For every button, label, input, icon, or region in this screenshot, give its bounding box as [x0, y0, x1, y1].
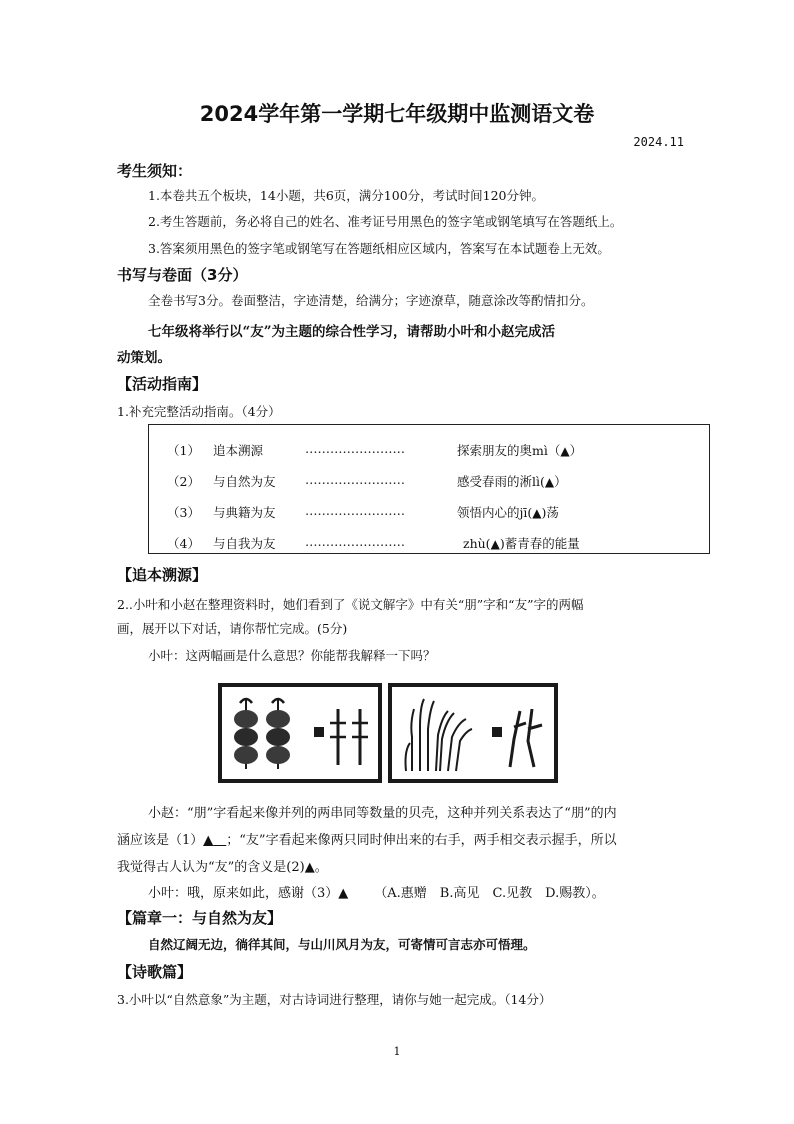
row3-name: 与典籍为友 — [213, 505, 276, 520]
intro-line-2: 动策划。 — [117, 350, 171, 366]
guide-table — [148, 424, 710, 554]
page-title: 2024学年第一学期七年级期中监测语文卷 — [199, 102, 595, 126]
row2-name: 与自然为友 — [213, 474, 276, 489]
origin-question-line-2: 画，展开以下对话，请你帮忙完成。(5分) — [117, 621, 348, 636]
answer-blank-triangle[interactable]: ▲ — [203, 833, 214, 848]
row4-answer: zhù(▲)蓄青春的能量 — [463, 536, 580, 551]
notice-item-3: 3.答案须用黑色的签字笔或钢笔写在答题纸相应区域内，答案写在本试题卷上无效。 — [148, 241, 610, 256]
row4-num: （4） — [167, 536, 200, 551]
xiaoye-question: 小叶：这两幅画是什么意思？你能帮我解释一下吗？ — [148, 648, 436, 663]
xiaozhao-line-3: 我觉得古人认为“友”的含义是(2)▲。 — [117, 860, 328, 875]
guide-heading: 【活动指南】 — [117, 375, 208, 393]
xiaozhao-line-2: 涵应该是（1）▲ ；“友”字看起来像两只同时伸出来的右手，两手相交表示握手，所以 — [117, 833, 617, 848]
row2-answer: 感受春雨的淅lì(▲） — [457, 474, 567, 489]
peng-character-illustration — [218, 683, 382, 783]
intro-line-1: 七年级将举行以“友”为主题的综合性学习，请帮助小叶和小赵完成活 — [148, 324, 556, 340]
shells-icon — [222, 687, 378, 779]
writing-heading: 书写与卷面（3分） — [117, 266, 248, 284]
chapter1-motto: 自然辽阔无边，徜徉其间，与山川风月为友，可寄情可言志亦可悟理。 — [148, 937, 536, 952]
row2-num: （2） — [167, 474, 200, 489]
answer-blank-triangle[interactable]: ▲ — [544, 475, 555, 489]
row4-dots: …………………… — [305, 534, 405, 549]
hands-icon — [392, 687, 554, 779]
answer-blank-triangle[interactable]: ▲ — [532, 506, 542, 520]
row1-num: （1） — [167, 443, 200, 458]
row1-dots: …………………… — [305, 441, 405, 456]
row3-dots: …………………… — [305, 503, 405, 518]
row4-name: 与自我为友 — [213, 536, 276, 551]
origin-heading: 【追本溯源】 — [117, 566, 208, 584]
notice-item-1: 1.本卷共五个板块，14小题，共6页，满分100分，考试时间120分钟。 — [148, 188, 545, 203]
answer-blank-triangle[interactable]: ▲ — [560, 444, 570, 458]
answer-blank-triangle[interactable]: ▲ — [338, 886, 349, 901]
notice-heading: 考生须知： — [117, 162, 193, 180]
xiaoye-reply: 小叶：哦，原来如此，感谢（3）▲ （A.惠赠 B.高见 C.见教 D.赐教）。 — [148, 886, 605, 901]
page-number: 1 — [393, 1045, 401, 1058]
row3-num: （3） — [167, 505, 200, 520]
row1-name: 追本溯源 — [213, 443, 264, 458]
poetry-heading: 【诗歌篇】 — [117, 963, 193, 981]
notice-item-2: 2.考生答题前，务必将自己的姓名、准考证号用黑色的签字笔或钢笔填写在答题纸上。 — [148, 214, 623, 229]
exam-date: 2024.11 — [633, 135, 684, 149]
origin-question-line-1: 2..小叶和小赵在整理资料时，她们看到了《说文解字》中有关“朋”字和“友”字的两幅 — [117, 597, 584, 612]
guide-question: 1.补充完整活动指南。（4分） — [117, 404, 281, 419]
chapter1-heading: 【篇章一：与自然为友】 — [117, 909, 283, 927]
writing-text: 全卷书写3分。卷面整洁，字迹清楚，给满分；字迹潦草，随意涂改等酌情扣分。 — [148, 293, 594, 308]
row2-dots: …………………… — [305, 472, 405, 487]
row3-answer: 领悟内心的jī(▲)荡 — [457, 505, 559, 520]
xiaozhao-line-1: 小赵：“朋”字看起来像并列的两串同等数量的贝壳，这种并列关系表达了“朋”的内 — [148, 806, 617, 821]
answer-blank-triangle[interactable]: ▲ — [304, 860, 315, 875]
poetry-question: 3.小叶以“自然意象”为主题，对古诗词进行整理，请你与她一起完成。（14分） — [117, 992, 552, 1007]
answer-blank-triangle[interactable]: ▲ — [490, 537, 500, 551]
row1-answer: 探索朋友的奥mì（▲） — [457, 443, 583, 458]
you-character-illustration — [388, 683, 558, 783]
